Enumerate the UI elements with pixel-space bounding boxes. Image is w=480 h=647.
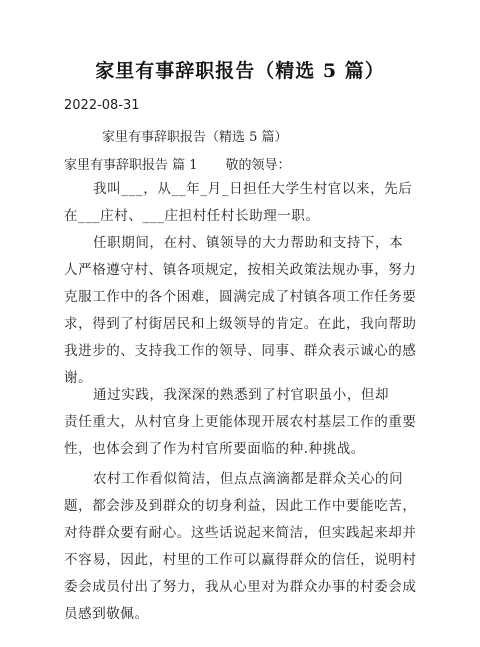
document-subtitle: 家里有事辞职报告（精选 5 篇） xyxy=(102,130,288,145)
paragraph-line: 谢。 xyxy=(64,370,93,386)
paragraph-line: 题，都会涉及到群众的切身利益，因此工作中要能吃苦， xyxy=(64,498,417,514)
paragraph-1 xyxy=(64,176,421,230)
paragraph-line: 我叫___，从__年_月_日担任大学生村官以来，先后 xyxy=(93,181,413,197)
document-date: 2022-08-31 xyxy=(64,98,140,113)
paragraph-line: 我进步的、支持我工作的领导、同事、群众表示诚心的感 xyxy=(64,343,417,359)
paragraph-line: 克服工作中的各个困难，圆满完成了村镇各项工作任务要 xyxy=(64,289,417,305)
paragraph-line: 通过实践，我深深的熟悉到了村官职虽小，但却 xyxy=(93,387,390,403)
paragraph-3 xyxy=(64,382,421,463)
paragraph-line: 对待群众要有耐心。这些话说起来简洁，但实践起来却并 xyxy=(64,525,417,541)
paragraph-line: 性，也体会到了作为村官所要面临的种.种挑战。 xyxy=(64,441,365,457)
paragraph-2 xyxy=(64,230,421,392)
greeting: 敬的领导： xyxy=(225,158,291,173)
paragraph-line: 责任重大，从村官身上更能体现开展农村基层工作的重要 xyxy=(64,414,417,430)
paragraph-line: 员感到敬佩。 xyxy=(64,606,149,622)
paragraph-line: 任职期间，在村、镇领导的大力帮助和支持下，本 xyxy=(93,235,404,251)
paragraph-line: 求，得到了村街居民和上级领导的肯定。在此，我向帮助 xyxy=(64,316,417,332)
article-heading xyxy=(64,154,291,173)
paragraph-line: 农村工作看似简洁，但点点滴滴都是群众关心的问 xyxy=(93,471,404,487)
paragraph-line: 不容易，因此，村里的工作可以赢得群众的信任，说明村 xyxy=(64,552,417,568)
paragraph-4 xyxy=(64,466,421,628)
paragraph-line: 人严格遵守村、镇各项规定，按相关政策法规办事，努力 xyxy=(64,262,417,278)
paragraph-line: 在___庄村、___庄担村任村长助理一职。 xyxy=(64,208,320,224)
article-label: 家里有事辞职报告 篇 1 xyxy=(64,158,198,173)
document-title: 家里有事辞职报告（精选 5 篇） xyxy=(95,60,385,82)
paragraph-line: 委会成员付出了努力，我从心里对为群众办事的村委会成 xyxy=(64,579,417,595)
